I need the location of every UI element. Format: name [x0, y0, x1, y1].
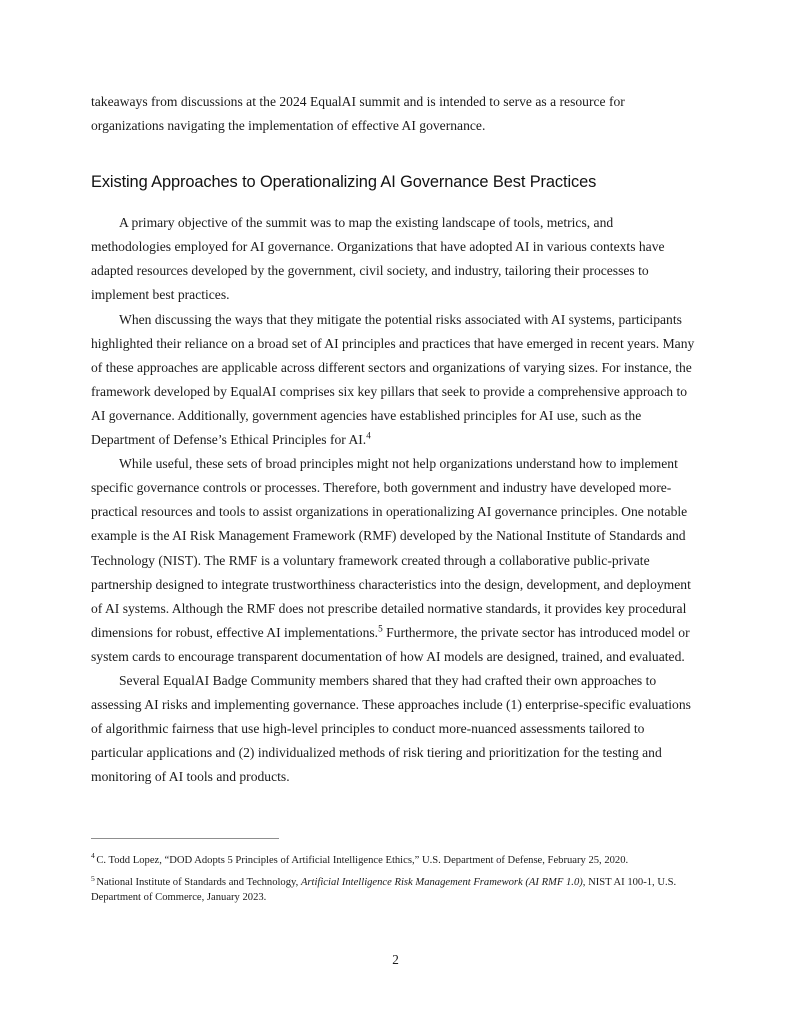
paragraph-2: [91, 308, 695, 453]
footnote-reference-5[interactable]: 5: [378, 623, 383, 634]
footnote-text: C. Todd Lopez, “DOD Adopts 5 Principles of Artificial Intelligence Ethics,” U.S. Department of Defense, February 25, 2020.: [96, 855, 629, 866]
paragraph-2-text: When discussing the ways that they mitigate the potential risks associated with AI systems, participants highlighted their reliance on a broad set of AI principles and practices that have emerged in recent years. Many of these approaches are applicable across different sectors and organizations of varying sizes. For instance, the framework developed by EqualAI comprises six key pillars that seek to provide a comprehensive approach to AI governance. Additionally, government agencies have established principles for AI use, such as the Department of Defense’s Ethical Principles for AI.: [91, 311, 695, 448]
footnote-separator-rule: [91, 838, 279, 839]
footnote-title-italic: Artificial Intelligence Risk Management Framework (AI RMF 1.0): [300, 877, 583, 889]
page-title: Existing Approaches to Operationalizing AI Governance Best Practices: [91, 173, 597, 192]
paragraph-3-tail: Furthermore, the private sector has introduced model or system cards to encourage transparent documentation of how AI models are designed, trained, and evaluated.: [91, 624, 690, 664]
footnotes-section: [91, 838, 695, 906]
footnote-reference-4[interactable]: 4: [366, 430, 371, 441]
footnote-number-4: 4: [91, 851, 95, 861]
paragraph-1: A primary objective of the summit was to map the existing landscape of tools, metrics, and methodologies employed for AI governance. Organizations that have adopted AI in various contexts have adapted resources developed by the government, civil society, and industry, tailoring their processes to implement best practices.: [91, 215, 665, 303]
paragraph-4: Several EqualAI Badge Community members shared that they had crafted their own approaches to assessing AI risks and implementing governance. These approaches include (1) enterprise-specific evaluations of algorithmic fairness that use high-level principles to conduct more-nuanced assessments tailored to particular applications and (2) individualized methods of risk tiering and prioritization for the testing and monitoring of AI tools and products.: [91, 672, 691, 785]
paragraph-3: [91, 452, 695, 669]
page-content: [91, 90, 695, 789]
spacer-after-heading: [91, 192, 695, 211]
footnote-number-5: 5: [91, 873, 95, 883]
footnote-text-tail: , NIST AI 100-1, U.S. Department of Commerce, January 2023.: [91, 877, 677, 904]
page-number-footer: 2: [392, 952, 399, 967]
intro-paragraph: takeaways from discussions at the 2024 EqualAI summit and is intended to serve as a resource for organizations navigating the implementation of effective AI governance.: [91, 94, 625, 134]
footnote-item: [91, 875, 695, 905]
spacer-before-heading: [91, 138, 695, 172]
footnote-item: [91, 853, 695, 868]
footnote-text: National Institute of Standards and Technology,: [96, 877, 301, 889]
paragraph-3-text: While useful, these sets of broad principles might not help organizations understand how to implement specific governance controls or processes. Therefore, both government and industry have developed more-practical resources and tools to assist organizations in operationalizing AI governance principles. One notable example is the AI Risk Management Framework (RMF) developed by the National Institute of Standards and Technology (NIST). The RMF is a voluntary framework created through a collaborative public-private partnership designed to integrate trustworthiness characteristics into the design, development, and deployment of AI systems. Although the RMF does not prescribe detailed normative standards, it provides key procedural dimensions for robust, effective AI implementations.: [91, 456, 691, 640]
